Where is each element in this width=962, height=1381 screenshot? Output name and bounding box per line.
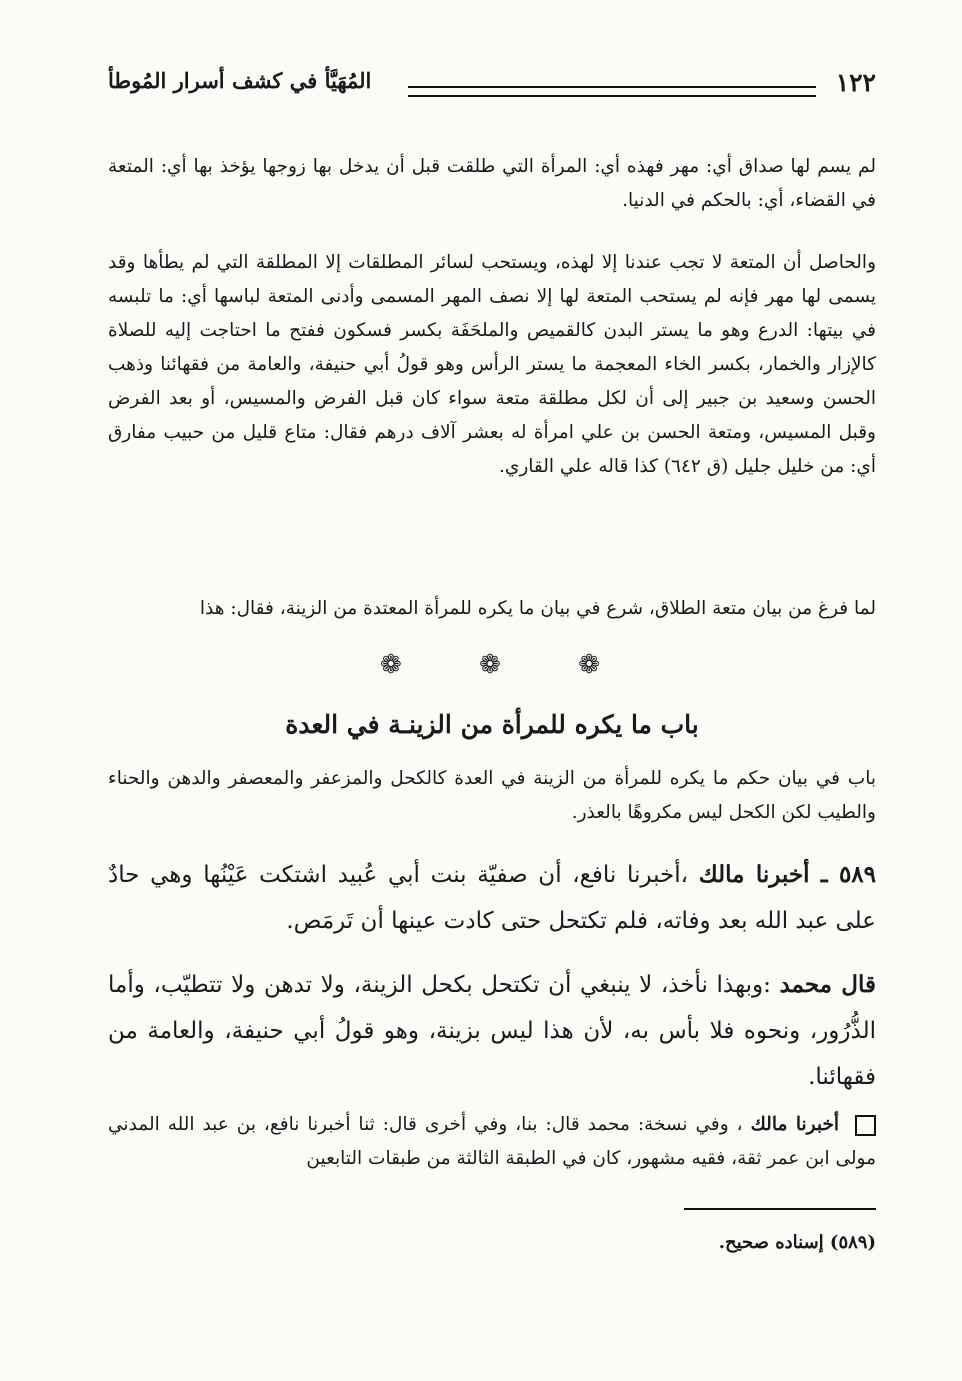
asterism-icon: ❁ — [380, 650, 402, 680]
ruling-paragraph — [108, 962, 876, 1100]
footnote: (٥٨٩) إسناده صحيح. — [718, 1232, 876, 1253]
chapter-intro: باب في بيان حكم ما يكره للمرأة من الزينة في العدة كالكحل والمزعفر والمعصفر والدهن والحناء والطيب لكن الكحل ليس مكروهًا بالعذر. — [108, 768, 876, 823]
book-title: المُهَيَّأ في كشف أسرار المُوطأ — [108, 68, 372, 93]
commentary-paragraph: لما فرغ من بيان متعة الطلاق، شرع في بيان ما يكره للمرأة المعتدة من الزينة، فقال: هذا — [199, 598, 876, 619]
commentary-text: ، وفي نسخة: محمد قال: بنا، وفي أخرى قال: ثنا أخبرنا نافع، بن عبد الله المدني مولى ابن عمر ثقة، فقيه مشهور، كان في الطبقة الثالثة من طبقات التابعين — [108, 1114, 876, 1169]
commentary-bottom — [108, 1108, 876, 1176]
commentary-label: أخبرنا مالك — [750, 1114, 840, 1135]
asterism-icon: ❁ — [479, 650, 501, 680]
hadith-number: ٥٨٩ ـ أخبرنا مالك — [698, 861, 876, 888]
running-head — [108, 68, 876, 104]
commentary-paragraph: لم يسم لها صداق أي: مهر فهذه أي: المرأة التي طلقت قبل أن يدخل بها زوجها يؤخذ بها أي: المتعة في القضاء، أي: بالحكم في الدنيا. — [108, 156, 876, 211]
chapter-title: باب ما يكره للمرأة من الزينـة في العدة — [285, 710, 699, 739]
section-separator — [380, 650, 600, 680]
asterism-icon: ❁ — [578, 650, 600, 680]
ruling-text: :وبهذا نأخذ، لا ينبغي أن تكتحل بكحل الزينة، ولا تدهن ولا تتطيّب، وأما الذُّرُور، ونحوه فلا بأس به، لأن هذا ليس بزينة، وهو قولُ أبي حنيفة، والعامة من فقهائنا. — [108, 972, 876, 1090]
hadith-text: ،أخبرنا نافع، أن صفيّة بنت أبي عُبيد اشتكت عَيْنُها وهي حادٌ على عبد الله بعد وفاته، فلم تكتحل حتى كادت عينها أن تَرمَص. — [108, 862, 876, 934]
commentary-paragraph: والحاصل أن المتعة لا تجب عندنا إلا لهذه، ويستحب لسائر المطلقات إلا المطلقة التي لم يطأها وقد يسمى لها مهر فإنه لم يستحب المتعة لها إلا نصف المهر المسمى وأدنى المتعة لباسها أي: ما تلبسه في بيتها: الدرع وهو ما يستر البدن كالقميص والملحَفَة بكسر فسكون ففتح ما احتاجت إليه للصلاة كالإزار والخمار، بكسر الخاء المعجمة ما يستر الرأس وهو قولُ أبي حنيفة، والعامة من فقهائنا وذهب الحسن وسعيد بن جبير إلى أن لكل مطلقة متعة سواء كان قبل الفرض والمسيس، أو بعد الفرض وقبل المسيس، ومتعة الحسن بن علي امرأة له بعشر آلاف درهم فقال: متاع قليل من حبيب مفارق أي: من خليل جليل (ق ٦٤٢) كذا قاله علي القاري. — [108, 252, 876, 477]
page-number: ١٢٢ — [835, 68, 876, 97]
ruling-label: قال محمد — [779, 971, 877, 998]
square-marker-icon — [855, 1115, 876, 1136]
footnote-divider — [684, 1208, 876, 1210]
header-double-rule — [408, 86, 816, 97]
hadith-589 — [108, 852, 876, 944]
